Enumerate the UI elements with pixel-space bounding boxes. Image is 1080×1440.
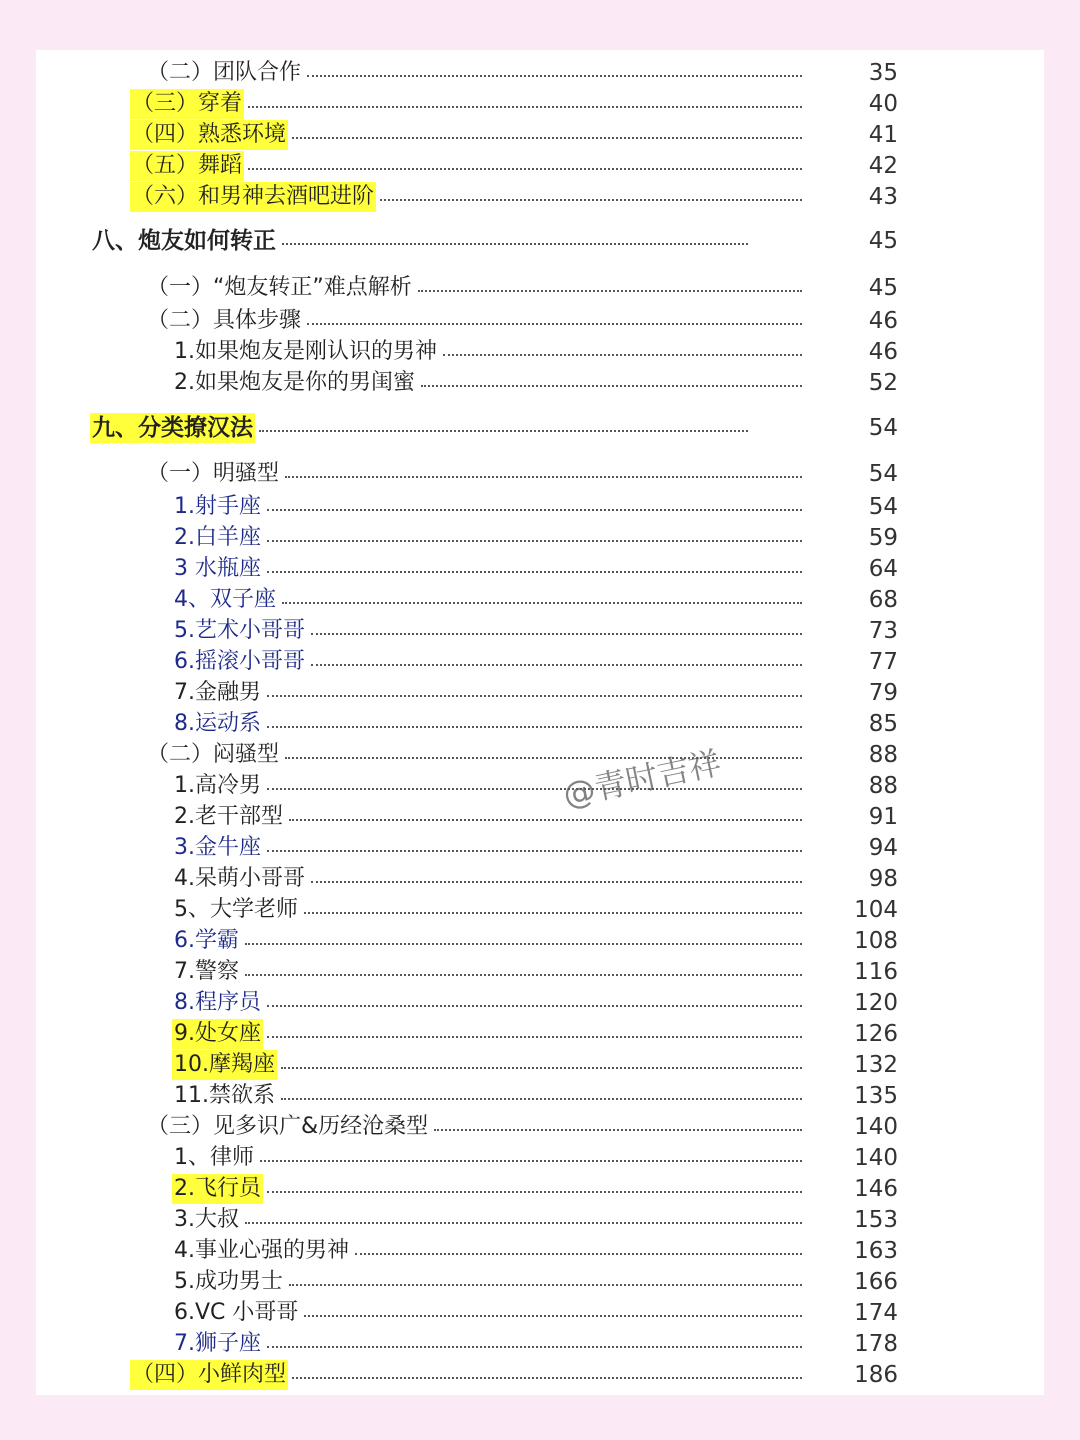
leader-dots (267, 1346, 802, 1348)
toc-entry (130, 182, 376, 212)
leader-dots (304, 1315, 802, 1317)
toc-page-number: 40 (868, 91, 898, 117)
toc-entry-label: 八、炮友如何转正 (92, 228, 276, 254)
leader-dots (267, 1036, 802, 1038)
leader-dots (285, 476, 802, 478)
leader-dots (267, 1191, 802, 1193)
toc-entry-label: （五）舞蹈 (130, 151, 244, 181)
toc-entry-label: 2.如果炮友是你的男闺蜜 (174, 370, 415, 395)
toc-page-number: 77 (868, 649, 898, 675)
toc-entry-label: （一）明骚型 (147, 461, 280, 486)
leader-dots (282, 602, 802, 604)
toc-page-number: 85 (868, 711, 898, 737)
toc-entry-label: （六）和男神去酒吧进阶 (130, 182, 376, 212)
toc-page-number: 79 (868, 680, 898, 706)
toc-entry-label: 1.如果炮友是刚认识的男神 (174, 339, 437, 364)
toc-entry-label: （三）见多识广&历经沧桑型 (147, 1114, 429, 1139)
leader-dots (267, 540, 802, 542)
toc-page-number: 45 (868, 228, 898, 254)
toc-entry (172, 368, 417, 398)
leader-dots (259, 430, 748, 432)
toc-entry-label: （一）“炮友转正”难点解析 (147, 275, 412, 300)
toc-page-number: 153 (854, 1207, 898, 1233)
toc-entry-label: （二）闷骚型 (147, 742, 280, 767)
toc-entry (172, 1174, 263, 1204)
toc-entry (172, 926, 241, 956)
leader-dots (421, 385, 802, 387)
leader-dots (311, 664, 802, 666)
leader-dots (267, 726, 802, 728)
toc-entry (172, 585, 278, 615)
toc-entry (130, 120, 288, 150)
toc-entry (172, 1205, 241, 1235)
toc-page-number: 108 (854, 928, 898, 954)
toc-entry-label: 2.老干部型 (174, 804, 283, 829)
toc-entry-label: 1.射手座 (174, 494, 261, 519)
toc-entry (172, 709, 263, 739)
toc-page-number: 73 (868, 618, 898, 644)
leader-dots (267, 850, 802, 852)
toc-page-number: 54 (868, 494, 898, 520)
leader-dots (311, 633, 802, 635)
toc-page-number: 88 (868, 773, 898, 799)
toc-entry-label: 3 水瓶座 (174, 556, 261, 581)
toc-entry-label: 5、大学老师 (174, 897, 298, 922)
toc-page-number: 91 (868, 804, 898, 830)
toc-page-number: 146 (854, 1176, 898, 1202)
leader-dots (281, 1098, 802, 1100)
toc-page-number: 140 (854, 1114, 898, 1140)
toc-entry (172, 554, 263, 584)
toc-entry-label: 1、律师 (174, 1145, 254, 1170)
toc-page-number: 178 (854, 1331, 898, 1357)
toc-entry-label: （四）小鲜肉型 (130, 1360, 288, 1390)
toc-page-number: 135 (854, 1083, 898, 1109)
toc-entry (172, 988, 263, 1018)
leader-dots (380, 199, 802, 201)
leader-dots (267, 695, 802, 697)
toc-entry (145, 1112, 430, 1142)
toc-entry (145, 273, 414, 303)
leader-dots (443, 354, 802, 356)
toc-entry (130, 1360, 288, 1390)
leader-dots (304, 912, 802, 914)
toc-page-number: 59 (868, 525, 898, 551)
toc-entry (172, 864, 307, 894)
leader-dots (245, 974, 802, 976)
toc-entry (172, 523, 263, 553)
toc-entry-label: 1.高冷男 (174, 773, 261, 798)
leader-dots (260, 1160, 802, 1162)
leader-dots (281, 1067, 802, 1069)
toc-entry-label: 11.禁欲系 (174, 1083, 275, 1108)
toc-section-heading (90, 413, 255, 443)
toc-entry-label: 4、双子座 (174, 587, 276, 612)
leader-dots (248, 168, 802, 170)
toc-entry-label: 6.学霸 (174, 928, 239, 953)
toc-page-number: 46 (868, 339, 898, 365)
leader-dots (289, 819, 802, 821)
toc-entry-label: 9.处女座 (172, 1019, 263, 1049)
toc-page-number: 132 (854, 1052, 898, 1078)
toc-page-number: 88 (868, 742, 898, 768)
leader-dots (355, 1253, 802, 1255)
toc-page-number: 41 (868, 122, 898, 148)
toc-page-number: 140 (854, 1145, 898, 1171)
leader-dots (311, 881, 802, 883)
toc-entry (172, 1143, 256, 1173)
toc-entry-label: 8.运动系 (174, 711, 261, 736)
toc-entry (172, 1081, 277, 1111)
leader-dots (267, 571, 802, 573)
toc-entry (172, 647, 307, 677)
toc-entry-label: 6.VC 小哥哥 (174, 1300, 299, 1325)
toc-page-number: 46 (868, 308, 898, 334)
toc-page-number: 68 (868, 587, 898, 613)
toc-page-number: 166 (854, 1269, 898, 1295)
toc-entry-label: （三）穿着 (130, 89, 244, 119)
toc-entry (172, 833, 263, 863)
toc-entry-label: 3.大叔 (174, 1207, 239, 1232)
toc-entry (172, 771, 263, 801)
toc-page-number: 94 (868, 835, 898, 861)
toc-entry (172, 1236, 351, 1266)
toc-entry-label: 3.金牛座 (174, 835, 261, 860)
leader-dots (292, 1377, 802, 1379)
toc-entry-label: 8.程序员 (174, 990, 261, 1015)
leader-dots (267, 509, 802, 511)
toc-entry-label: 6.摇滚小哥哥 (174, 649, 305, 674)
toc-entry (172, 802, 285, 832)
toc-entry (145, 459, 281, 489)
toc-entry (130, 89, 244, 119)
toc-entry-label: 7.金融男 (174, 680, 261, 705)
toc-entry-label: （二）团队合作 (147, 60, 302, 85)
leader-dots (267, 788, 802, 790)
toc-entry-label: 九、分类撩汉法 (92, 415, 253, 441)
toc-entry-label: 4.呆萌小哥哥 (174, 866, 305, 891)
toc-entry (145, 58, 303, 88)
toc-entry (145, 740, 281, 770)
toc-entry-label: 10.摩羯座 (172, 1050, 277, 1080)
toc-entry (172, 1298, 300, 1328)
leader-dots (292, 137, 802, 139)
toc-page-number: 43 (868, 184, 898, 210)
toc-entry (172, 492, 263, 522)
toc-page-number: 54 (868, 415, 898, 441)
leader-dots (289, 1284, 802, 1286)
toc-page-number: 120 (854, 990, 898, 1016)
toc-entry-label: 2.白羊座 (174, 525, 261, 550)
toc-page-number: 186 (854, 1362, 898, 1388)
leader-dots (267, 1005, 802, 1007)
toc-page-number: 126 (854, 1021, 898, 1047)
toc-entry-label: 4.事业心强的男神 (174, 1238, 349, 1263)
leader-dots (307, 323, 802, 325)
leader-dots (245, 943, 802, 945)
leader-dots (418, 290, 802, 292)
toc-entry (172, 957, 241, 987)
toc-entry-label: 5.艺术小哥哥 (174, 618, 305, 643)
toc-entry (172, 678, 263, 708)
watermark: @青时吉祥 (559, 743, 725, 815)
toc-page-number: 163 (854, 1238, 898, 1264)
toc-entry (172, 616, 307, 646)
toc-page-number: 54 (868, 461, 898, 487)
toc-page-number: 98 (868, 866, 898, 892)
toc-entry-label: （四）熟悉环境 (130, 120, 288, 150)
toc-entry (172, 337, 439, 367)
leader-dots (285, 757, 802, 759)
leader-dots (245, 1222, 802, 1224)
toc-entry (130, 151, 244, 181)
toc-section-heading (90, 226, 278, 256)
toc-entry (145, 306, 303, 336)
toc-page-number: 52 (868, 370, 898, 396)
toc-page-number: 42 (868, 153, 898, 179)
toc-page-number: 116 (854, 959, 898, 985)
leader-dots (307, 75, 802, 77)
leader-dots (434, 1129, 802, 1131)
toc-entry (172, 1267, 285, 1297)
leader-dots (282, 243, 748, 245)
leader-dots (248, 106, 802, 108)
toc-entry-label: 7.狮子座 (174, 1331, 261, 1356)
toc-entry-label: （二）具体步骤 (147, 308, 302, 333)
toc-page-number: 64 (868, 556, 898, 582)
toc-entry-label: 2.飞行员 (172, 1174, 263, 1204)
toc-page-number: 174 (854, 1300, 898, 1326)
toc-entry (172, 1329, 263, 1359)
toc-entry (172, 1019, 263, 1049)
toc-page-number: 35 (868, 60, 898, 86)
toc-entry-label: 7.警察 (174, 959, 239, 984)
toc-page-number: 45 (868, 275, 898, 301)
toc-entry (172, 895, 300, 925)
toc-page-number: 104 (854, 897, 898, 923)
toc-entry-label: 5.成功男士 (174, 1269, 283, 1294)
toc-entry (172, 1050, 277, 1080)
